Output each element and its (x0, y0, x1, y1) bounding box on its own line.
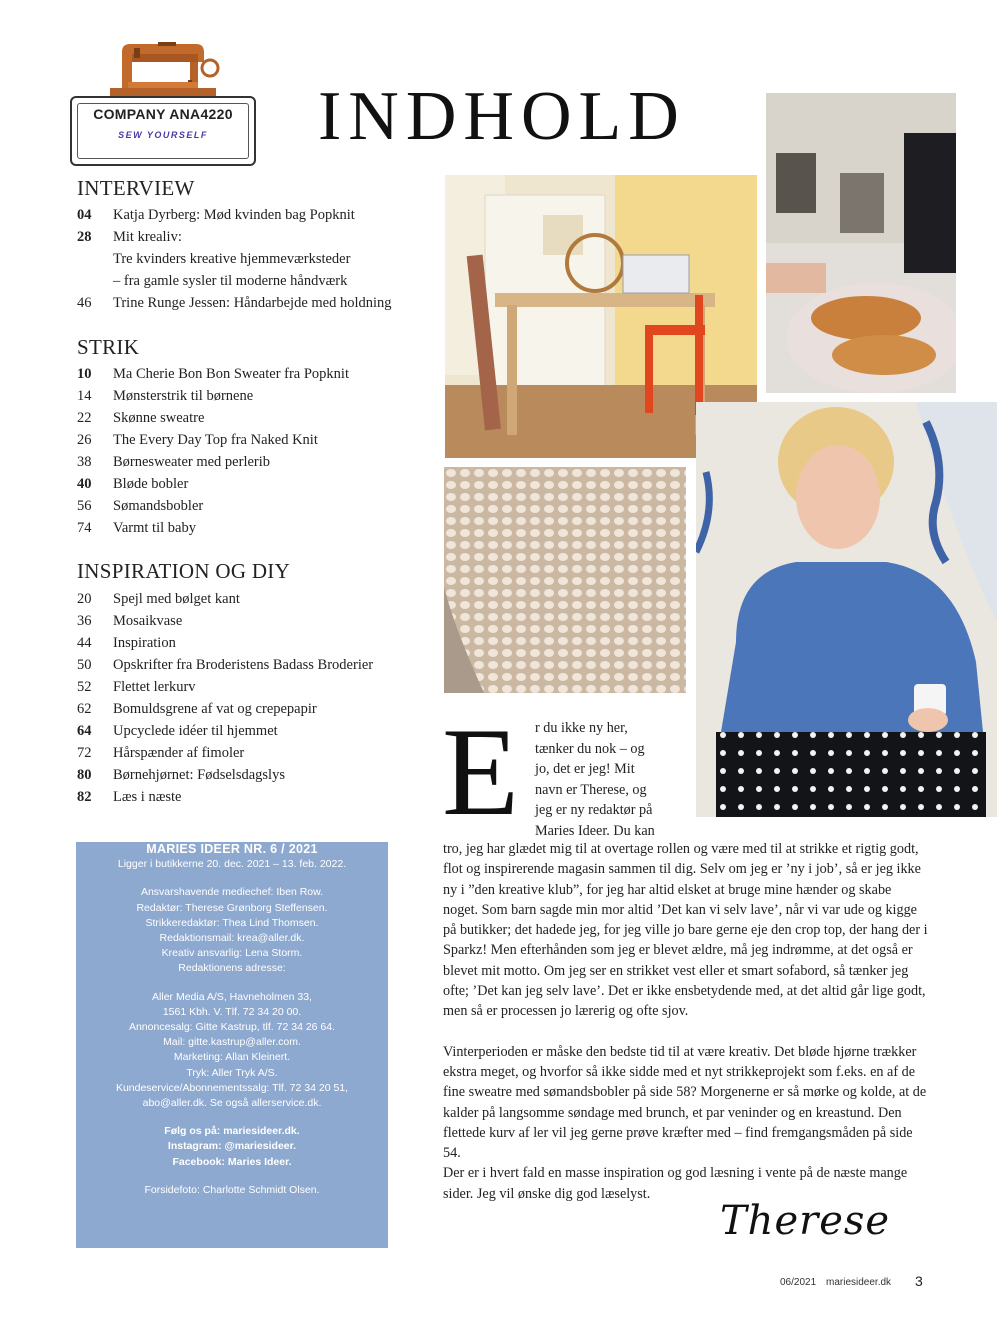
toc-item[interactable] (77, 610, 427, 632)
toc-title: Mønsterstrik til børnene (113, 388, 254, 404)
toc-item[interactable] (77, 632, 427, 654)
toc-page: 20 (77, 591, 92, 607)
toc-page: 38 (77, 454, 92, 470)
section-title-strik: STRIK (77, 335, 140, 359)
section-title-interview: INTERVIEW (77, 176, 195, 200)
toc-page: 22 (77, 410, 92, 426)
intro-line: navn er Therese, og (535, 781, 647, 798)
toc-page: 80 (77, 767, 92, 783)
toc-item[interactable] (77, 654, 427, 676)
toc-item[interactable] (77, 292, 427, 314)
toc-title: Katja Dyrberg: Mød kvinden bag Popknit (113, 207, 355, 223)
toc-title: Bløde bobler (113, 476, 189, 492)
toc-page: 50 (77, 657, 92, 673)
toc-item[interactable] (77, 517, 427, 539)
toc-title: Hårspænder af fimoler (113, 745, 245, 761)
toc-title: Varmt til baby (113, 520, 196, 536)
toc-item[interactable] (77, 588, 427, 610)
toc-page: 14 (77, 388, 92, 404)
toc-page: 52 (77, 679, 92, 695)
toc-page: 26 (77, 432, 92, 448)
toc-title: Mosaikvase (113, 613, 183, 629)
social-line: Instagram: @mariesideer. (167, 1140, 297, 1153)
drop-cap: E (442, 703, 519, 842)
toc-page: 36 (77, 613, 92, 629)
toc-page: 04 (77, 207, 92, 223)
toc-item (77, 248, 427, 270)
toc-list-inspiration (77, 588, 427, 808)
staff-line: Redaktionsmail: krea@aller.dk. (159, 932, 305, 945)
article-intro (535, 718, 670, 841)
toc-page: 10 (77, 366, 92, 382)
toc-item[interactable] (77, 720, 427, 742)
toc-page: 74 (77, 520, 92, 536)
toc-item[interactable] (77, 495, 427, 517)
toc-title: Opskrifter fra Broderistens Badass Broderier (113, 657, 374, 673)
address-line: Aller Media A/S, Havneholmen 33, (152, 990, 312, 1003)
toc-item[interactable] (77, 742, 427, 764)
page-title: INDHOLD (318, 78, 686, 155)
footer-site[interactable]: mariesideer.dk (826, 1277, 892, 1288)
toc-item[interactable] (77, 363, 427, 385)
toc-page: 46 (77, 295, 92, 311)
toc-page: 40 (77, 476, 92, 492)
toc-title: Børnesweater med perlerib (113, 454, 271, 470)
toc-list-interview (77, 204, 427, 314)
toc-title: Tre kvinders kreative hjemmeværksteder (113, 251, 351, 267)
toc-title: Upcyclede idéer til hjemmet (113, 723, 278, 739)
footer-issue: 06/2021 (780, 1277, 817, 1288)
article-paragraph: tro, jeg har glædet mig til at overtage rollen og være med til at strikke et rigtig godt, flot og inspirerende magasin sammen til dig. Selv om jeg er ’ny i job’, så er jeg ikke ny i ”den kreative klub”, for jeg har altid elsket at bruge mine hænder og skabe noget. Som barn sagde min mor altid ’Det kan vi selv lave’, når vi var ude og kigge på butikker; det hadede jeg, for jeg ville jo bare gerne eje den crop top, der hang der i Sparkz! Men efterhånden som jeg er blevet ældre, må jeg indrømme, at det også er blevet mit motto. Om jeg ser en strikket vest eller et smart sofabord, så tænker jeg ofte; ’Det kan jeg selv lave’. Det er ikke ensbetydende med, at det altid går lige godt, men så er processen jo lærerig og ofte sjov. (443, 841, 928, 1020)
toc-title: Trine Runge Jessen: Håndarbejde med holdning (113, 295, 392, 311)
toc-title: Børnehjørnet: Fødselsdagslys (113, 767, 285, 783)
toc-title: Spejl med bølget kant (113, 591, 240, 607)
address-heading: Redaktionens adresse: (178, 962, 286, 975)
toc-item[interactable] (77, 764, 427, 786)
toc-page: 56 (77, 498, 92, 514)
toc-item[interactable] (77, 786, 427, 808)
toc-title: The Every Day Top fra Naked Knit (113, 432, 318, 448)
intro-line: Maries Ideer. Du kan (535, 822, 655, 839)
intro-line: jo, det er jeg! Mit (535, 761, 635, 777)
toc-title: Skønne sweatre (113, 410, 205, 426)
article-body (443, 839, 929, 1224)
toc-item[interactable] (77, 473, 427, 495)
article-paragraph: Vinterperioden er måske den bedste tid til at være kreativ. Det bløde hjørne trækker ekstra meget, og hvorfor så ikke sidde med et nyt strikkeprojekt som f.eks. en af de fine sweatre med sømandsbobler på side 58? Morgenerne er så mørke og kolde, at de kalder på langsomme søndage med brunch, et par veninder og en kreastund. Den flettede kurv af ler vil jeg gerne prøve kræfter med – find fremgangsmåden på side 54. (443, 1043, 927, 1162)
article-paragraph: Der er i hvert fald en masse inspiration og god læsning i vente på de næste mange sider. Jeg vil ønske dig god læselyst. (443, 1165, 908, 1202)
toc-title: Læs i næste (113, 789, 182, 805)
logo-title: COMPANY ANA4220 (93, 106, 233, 122)
intro-line: tænker du nok – og (535, 740, 645, 757)
toc-title: Ma Cherie Bon Bon Sweater fra Popknit (113, 366, 349, 382)
toc-item[interactable] (77, 429, 427, 451)
toc-title: Flettet lerkurv (113, 679, 196, 695)
staff-line: Kreativ ansvarlig: Lena Storm. (161, 947, 303, 960)
toc-title: Inspiration (113, 635, 176, 651)
cover-photo-credit: Forsidefoto: Charlotte Schmidt Olsen. (144, 1183, 320, 1196)
toc-item[interactable] (77, 407, 427, 429)
toc-title: Sømandsbobler (113, 498, 204, 514)
toc-item (77, 270, 427, 292)
company-logo (70, 40, 256, 166)
address-line: Marketing: Allan Kleinert. (173, 1051, 291, 1064)
intro-line: r du ikke ny her, (535, 720, 628, 736)
address-line: Annoncesalg: Gitte Kastrup, tlf. 72 34 26 64. (128, 1021, 336, 1034)
toc-page: 82 (77, 789, 92, 805)
toc-page: 64 (77, 723, 92, 739)
staff-line: Strikkeredaktør: Thea Lind Thomsen. (145, 916, 319, 929)
section-title-inspiration: INSPIRATION OG DIY (77, 559, 291, 583)
staff-line: Redaktør: Therese Grønborg Steffensen. (136, 901, 328, 914)
page-number: 3 (915, 1273, 923, 1289)
toc-page: 72 (77, 745, 92, 761)
toc-title: Bomuldsgrene af vat og crepepapir (113, 701, 317, 717)
address-line: 1561 Kbh. V. Tlf. 72 34 20 00. (162, 1005, 302, 1018)
photo-coffee-croissants (766, 93, 956, 393)
toc-item[interactable] (77, 698, 427, 720)
toc-item[interactable] (77, 204, 427, 226)
staff-line: Ansvarshavende mediechef: Iben Row. (140, 886, 324, 899)
on-sale-text: Ligger i butikkerne 20. dec. 2021 – 13. feb. 2022. (117, 858, 347, 871)
toc-item[interactable] (77, 226, 427, 248)
social-line: Følg os på: mariesideer.dk. (164, 1125, 300, 1138)
photo-editor-portrait (696, 402, 997, 817)
logo-frame (70, 96, 256, 166)
toc-item[interactable] (77, 385, 427, 407)
colophon-box (76, 842, 388, 1248)
address-line: Kundeservice/Abonnementssalg: Tlf. 72 34 20 51, (115, 1081, 349, 1094)
social-line: Facebook: Maries Ideer. (172, 1155, 292, 1168)
toc-page: 44 (77, 635, 92, 651)
toc-title: – fra gamle sysler til moderne håndværk (113, 273, 348, 289)
toc-page (77, 270, 113, 292)
address-line: Mail: gitte.kastrup@aller.com. (163, 1036, 301, 1049)
logo-subtitle: SEW YOURSELF (118, 130, 208, 140)
address-line: abo@aller.dk. Se også allerservice.dk. (142, 1097, 322, 1110)
toc-page (77, 248, 113, 270)
toc-page: 62 (77, 701, 92, 717)
toc-list-strik (77, 363, 427, 539)
toc-page: 28 (77, 229, 92, 245)
photo-knit-texture (444, 467, 686, 693)
address-line: Tryk: Aller Tryk A/S. (186, 1066, 278, 1079)
toc-item[interactable] (77, 676, 427, 698)
editor-signature: Therese (720, 1198, 891, 1244)
toc-title: Mit krealiv: (113, 229, 182, 245)
toc-item[interactable] (77, 451, 427, 473)
intro-line: jeg er ny redaktør på (535, 802, 653, 818)
issue-heading: MARIES IDEER NR. 6 / 2021 (146, 842, 318, 856)
sewing-machine-icon (70, 40, 256, 102)
